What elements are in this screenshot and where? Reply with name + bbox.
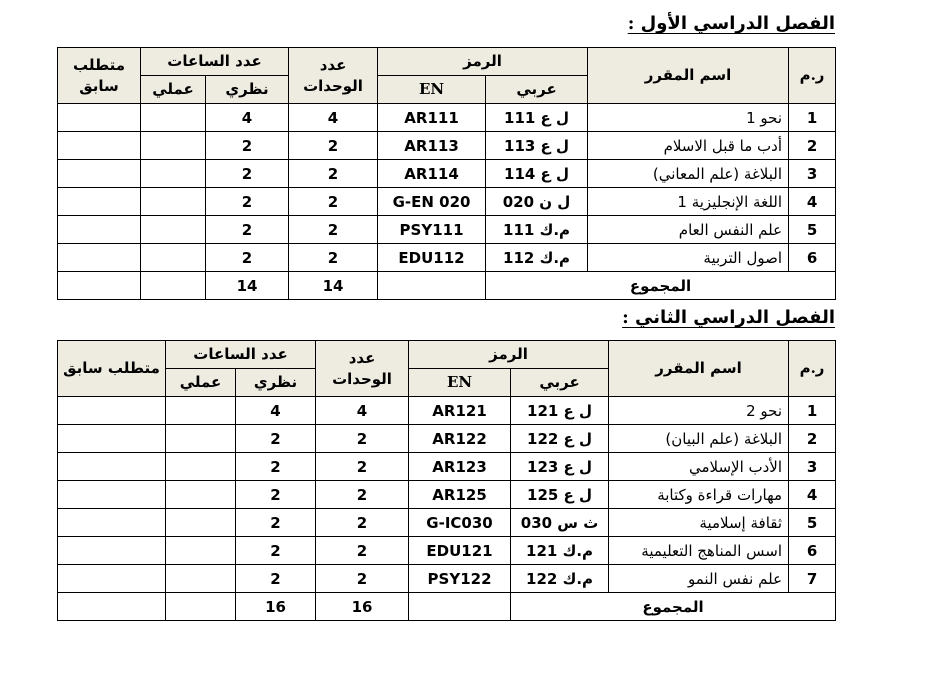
cell-practical — [166, 565, 236, 593]
cell-code_ar: م.ك 121 — [511, 537, 609, 565]
cell-prereq — [58, 565, 166, 593]
total-theory: 14 — [206, 272, 289, 300]
total-prerequisite — [58, 593, 166, 621]
cell-code_ar: ل ع 111 — [486, 104, 588, 132]
cell-no: 2 — [789, 425, 836, 453]
semester-1-title: الفصل الدراسي الأول : — [627, 13, 835, 34]
cell-name: البلاغة (علم البيان) — [609, 425, 789, 453]
cell-no: 3 — [789, 453, 836, 481]
cell-code_ar: ث س 030 — [511, 509, 609, 537]
cell-prereq — [58, 537, 166, 565]
cell-theory: 2 — [206, 244, 289, 272]
cell-code_en: G-IC030 — [409, 509, 511, 537]
cell-name: اصول التربية — [588, 244, 789, 272]
table-row — [58, 216, 836, 244]
cell-theory: 2 — [236, 565, 316, 593]
cell-code_ar: ل ع 125 — [511, 481, 609, 509]
cell-theory: 2 — [236, 509, 316, 537]
cell-no: 5 — [789, 216, 836, 244]
cell-name: الأدب الإسلامي — [609, 453, 789, 481]
table-row — [58, 509, 836, 537]
semester-2-table-header — [58, 341, 836, 397]
cell-theory: 2 — [236, 425, 316, 453]
header-units: عدد الوحدات — [316, 341, 409, 397]
header-code-en: EN — [378, 76, 486, 104]
header-hours: عدد الساعات — [141, 48, 289, 76]
cell-practical — [141, 104, 206, 132]
header-serial: ر.م — [789, 48, 836, 104]
cell-prereq — [58, 453, 166, 481]
cell-name: أدب ما قبل الاسلام — [588, 132, 789, 160]
header-code-arabic: عربي — [486, 76, 588, 104]
cell-prereq — [58, 104, 141, 132]
cell-name: نحو 1 — [588, 104, 789, 132]
header-course-name: اسم المقرر — [588, 48, 789, 104]
cell-code_en: PSY111 — [378, 216, 486, 244]
cell-units: 2 — [289, 132, 378, 160]
semester-2-total-row — [58, 593, 836, 621]
header-code-arabic: عربي — [511, 369, 609, 397]
cell-name: ثقافة إسلامية — [609, 509, 789, 537]
total-practical — [141, 272, 206, 300]
cell-no: 2 — [789, 132, 836, 160]
cell-code_en: PSY122 — [409, 565, 511, 593]
total-code-en-cell — [378, 272, 486, 300]
semester-1-table-body — [58, 104, 836, 272]
cell-practical — [166, 453, 236, 481]
cell-code_ar: ل ع 114 — [486, 160, 588, 188]
cell-practical — [166, 537, 236, 565]
cell-practical — [141, 188, 206, 216]
cell-code_ar: م.ك 112 — [486, 244, 588, 272]
header-units: عدد الوحدات — [289, 48, 378, 104]
cell-code_ar: م.ك 111 — [486, 216, 588, 244]
table-row — [58, 397, 836, 425]
header-hours-practical: عملي — [141, 76, 206, 104]
cell-code_en: AR111 — [378, 104, 486, 132]
cell-code_en: AR125 — [409, 481, 511, 509]
cell-theory: 2 — [236, 537, 316, 565]
cell-code_ar: م.ك 122 — [511, 565, 609, 593]
cell-theory: 2 — [206, 216, 289, 244]
cell-name: اللغة الإنجليزية 1 — [588, 188, 789, 216]
semester-1-table — [57, 47, 836, 300]
header-hours: عدد الساعات — [166, 341, 316, 369]
cell-code_ar: ل ع 121 — [511, 397, 609, 425]
cell-units: 4 — [289, 104, 378, 132]
cell-name: البلاغة (علم المعاني) — [588, 160, 789, 188]
total-theory: 16 — [236, 593, 316, 621]
cell-theory: 2 — [236, 453, 316, 481]
cell-code_ar: ل ع 122 — [511, 425, 609, 453]
cell-practical — [166, 397, 236, 425]
header-prerequisite: متطلب سابق — [58, 48, 141, 104]
table-row — [58, 244, 836, 272]
cell-no: 1 — [789, 397, 836, 425]
cell-prereq — [58, 188, 141, 216]
total-units: 16 — [316, 593, 409, 621]
total-label: المجموع — [486, 272, 836, 300]
total-label: المجموع — [511, 593, 836, 621]
cell-no: 6 — [789, 244, 836, 272]
cell-units: 2 — [289, 188, 378, 216]
header-code: الرمز — [378, 48, 588, 76]
cell-code_en: AR113 — [378, 132, 486, 160]
semester-2-table — [57, 340, 836, 621]
cell-prereq — [58, 216, 141, 244]
cell-name: علم نفس النمو — [609, 565, 789, 593]
cell-units: 2 — [316, 481, 409, 509]
total-units: 14 — [289, 272, 378, 300]
cell-code_en: EDU121 — [409, 537, 511, 565]
header-prerequisite: متطلب سابق — [58, 341, 166, 397]
header-serial: ر.م — [789, 341, 836, 397]
cell-prereq — [58, 397, 166, 425]
cell-no: 4 — [789, 188, 836, 216]
table-row — [58, 453, 836, 481]
cell-theory: 2 — [206, 188, 289, 216]
header-hours-theory: نظري — [206, 76, 289, 104]
cell-code_en: AR121 — [409, 397, 511, 425]
cell-units: 2 — [316, 565, 409, 593]
semester-1-table-header — [58, 48, 836, 104]
cell-practical — [141, 160, 206, 188]
cell-theory: 4 — [236, 397, 316, 425]
cell-name: مهارات قراءة وكتابة — [609, 481, 789, 509]
cell-practical — [141, 216, 206, 244]
cell-no: 5 — [789, 509, 836, 537]
cell-prereq — [58, 244, 141, 272]
table-row — [58, 132, 836, 160]
header-hours-theory: نظري — [236, 369, 316, 397]
total-practical — [166, 593, 236, 621]
cell-practical — [166, 481, 236, 509]
cell-theory: 2 — [206, 160, 289, 188]
table-row — [58, 537, 836, 565]
cell-practical — [141, 132, 206, 160]
table-row — [58, 188, 836, 216]
cell-practical — [166, 425, 236, 453]
cell-code_en: AR114 — [378, 160, 486, 188]
cell-code_ar: ل ع 113 — [486, 132, 588, 160]
cell-prereq — [58, 509, 166, 537]
cell-name: نحو 2 — [609, 397, 789, 425]
document-content — [57, 0, 835, 621]
cell-prereq — [58, 132, 141, 160]
cell-units: 4 — [316, 397, 409, 425]
header-code: الرمز — [409, 341, 609, 369]
cell-code_en: AR123 — [409, 453, 511, 481]
table-row — [58, 565, 836, 593]
cell-code_en: AR122 — [409, 425, 511, 453]
cell-no: 6 — [789, 537, 836, 565]
table-row — [58, 104, 836, 132]
cell-units: 2 — [289, 244, 378, 272]
cell-units: 2 — [316, 425, 409, 453]
cell-no: 7 — [789, 565, 836, 593]
cell-theory: 2 — [236, 481, 316, 509]
header-hours-practical: عملي — [166, 369, 236, 397]
cell-prereq — [58, 425, 166, 453]
cell-code_ar: ل ع 123 — [511, 453, 609, 481]
cell-units: 2 — [316, 537, 409, 565]
cell-code_ar: ل ن 020 — [486, 188, 588, 216]
semester-2-table-body — [58, 397, 836, 593]
table-row — [58, 481, 836, 509]
cell-prereq — [58, 481, 166, 509]
cell-units: 2 — [316, 509, 409, 537]
header-course-name: اسم المقرر — [609, 341, 789, 397]
cell-code_en: EDU112 — [378, 244, 486, 272]
header-code-en: EN — [409, 369, 511, 397]
table-row — [58, 160, 836, 188]
cell-units: 2 — [289, 160, 378, 188]
cell-no: 4 — [789, 481, 836, 509]
table-row — [58, 425, 836, 453]
cell-name: علم النفس العام — [588, 216, 789, 244]
cell-name: اسس المناهج التعليمية — [609, 537, 789, 565]
semester-1-total-row — [58, 272, 836, 300]
semester-2-title: الفصل الدراسي الثاني : — [622, 307, 835, 328]
cell-prereq — [58, 160, 141, 188]
cell-no: 1 — [789, 104, 836, 132]
cell-practical — [141, 244, 206, 272]
cell-no: 3 — [789, 160, 836, 188]
cell-code_en: G-EN 020 — [378, 188, 486, 216]
cell-units: 2 — [316, 453, 409, 481]
total-code-en-cell — [409, 593, 511, 621]
cell-theory: 4 — [206, 104, 289, 132]
cell-theory: 2 — [206, 132, 289, 160]
cell-practical — [166, 509, 236, 537]
total-prerequisite — [58, 272, 141, 300]
cell-units: 2 — [289, 216, 378, 244]
